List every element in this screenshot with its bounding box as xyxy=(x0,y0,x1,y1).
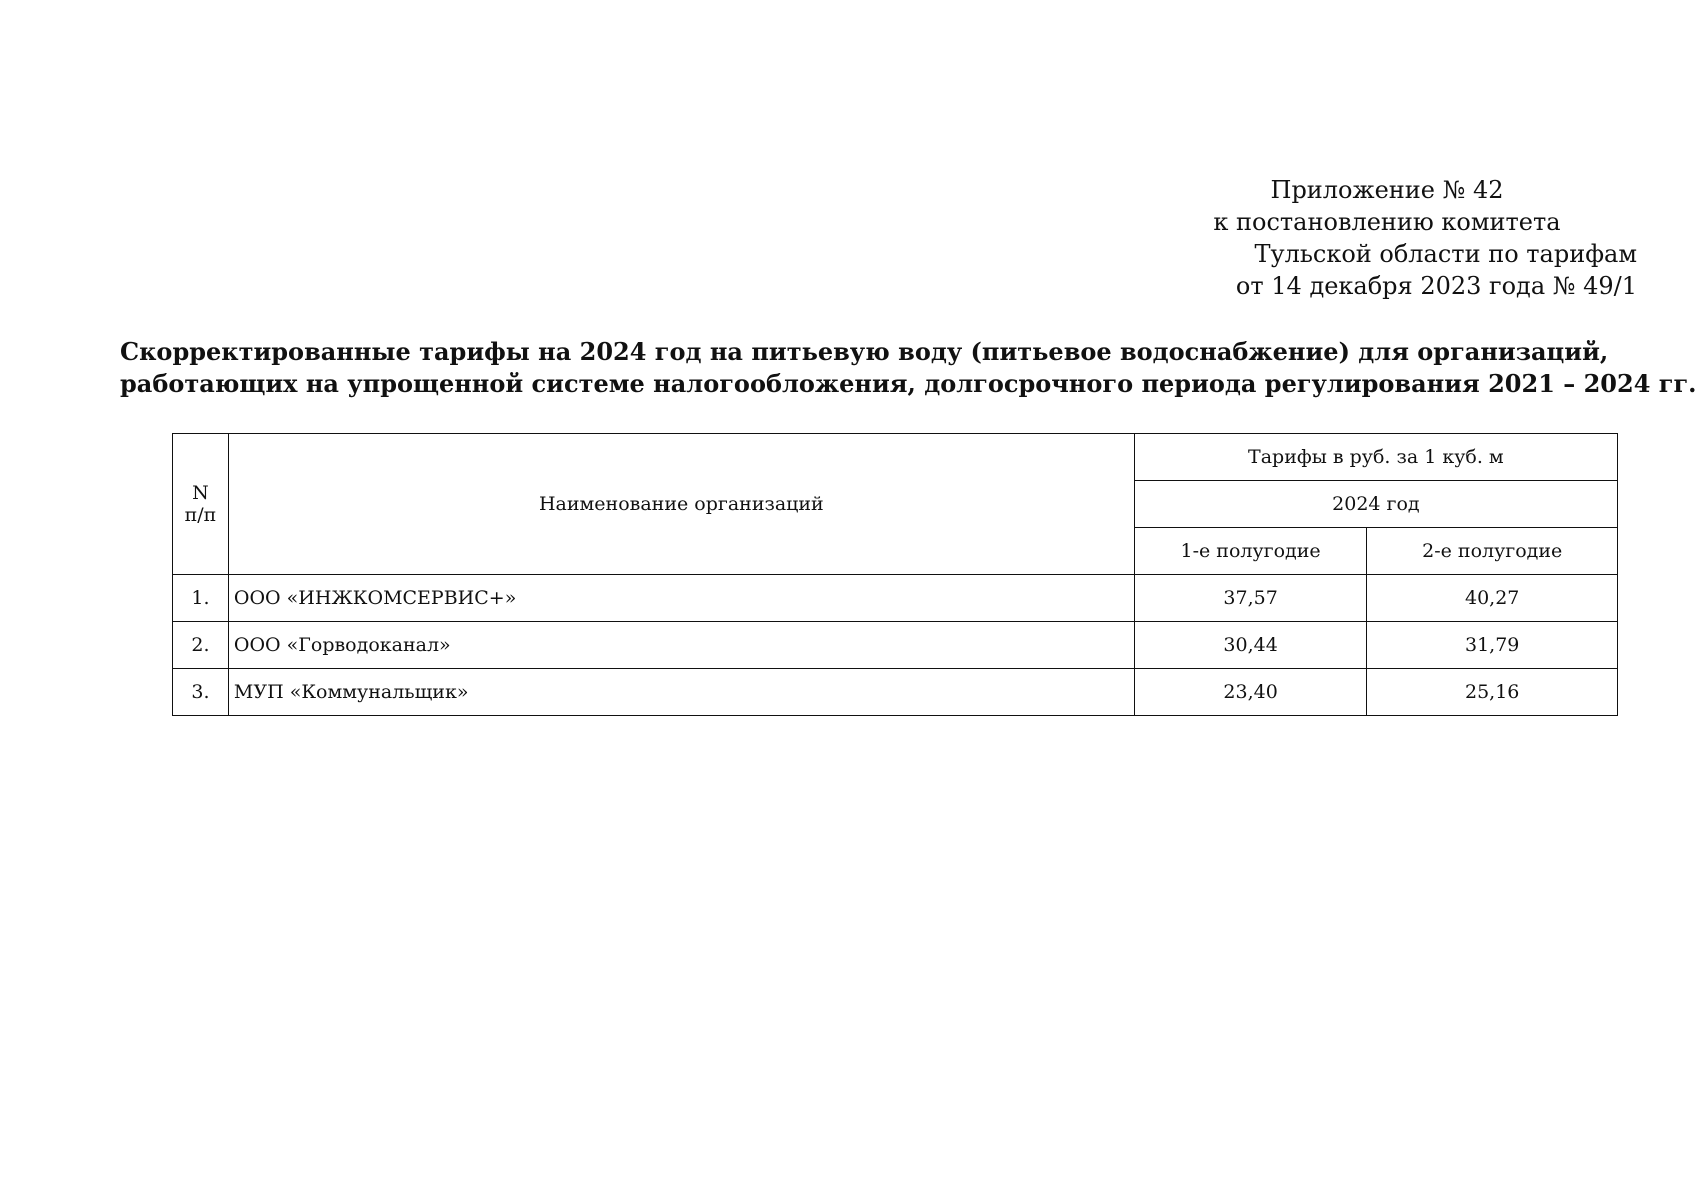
header-row-1 xyxy=(173,434,1618,481)
row-name-cell: МУП «Коммунальщик» xyxy=(228,669,1134,716)
row-name-cell: ООО «Горводоканал» xyxy=(228,622,1134,669)
appendix-line-2: к постановлению комитета xyxy=(1213,208,1561,236)
appendix-line-4: от 14 декабря 2023 года № 49/1 xyxy=(1235,272,1637,300)
header-half1-cell: 1-е полугодие xyxy=(1134,528,1367,575)
row-num-cell: 3. xyxy=(173,669,229,716)
header-half2-cell: 2-е полугодие xyxy=(1367,528,1618,575)
row-name-cell: ООО «ИНЖКОМСЕРВИС+» xyxy=(228,575,1134,622)
row-half2-cell: 40,27 xyxy=(1367,575,1618,622)
tariffs-table xyxy=(172,433,1618,716)
header-tariffs-cell: Тарифы в руб. за 1 куб. м xyxy=(1134,434,1617,481)
row-half1-cell: 23,40 xyxy=(1134,669,1367,716)
row-num-cell: 2. xyxy=(173,622,229,669)
row-half1-cell: 37,57 xyxy=(1134,575,1367,622)
header-name-cell: Наименование организаций xyxy=(228,434,1134,575)
header-num-cell xyxy=(173,434,229,575)
row-half2-cell: 25,16 xyxy=(1367,669,1618,716)
row-num-cell: 1. xyxy=(173,575,229,622)
appendix-line-1: Приложение № 42 xyxy=(1270,176,1504,204)
appendix-block xyxy=(1137,174,1637,302)
title-line-1: Скорректированные тарифы на 2024 год на питьевую воду (питьевое водоснабжение) для организаций, xyxy=(120,337,1609,366)
table-row xyxy=(173,669,1618,716)
title-line-2: работающих на упрощенной системе налогообложения, долгосрочного периода регулирования 2021 – 2024 гг. xyxy=(120,369,1697,398)
header-num-line-2: п/п xyxy=(184,504,217,526)
document-title xyxy=(120,336,1697,400)
table-row xyxy=(173,622,1618,669)
appendix-line-3: Тульской области по тарифам xyxy=(1254,240,1637,268)
row-half1-cell: 30,44 xyxy=(1134,622,1367,669)
row-half2-cell: 31,79 xyxy=(1367,622,1618,669)
header-year-cell: 2024 год xyxy=(1134,481,1617,528)
header-num-line-1: N xyxy=(192,482,209,504)
table-row xyxy=(173,575,1618,622)
